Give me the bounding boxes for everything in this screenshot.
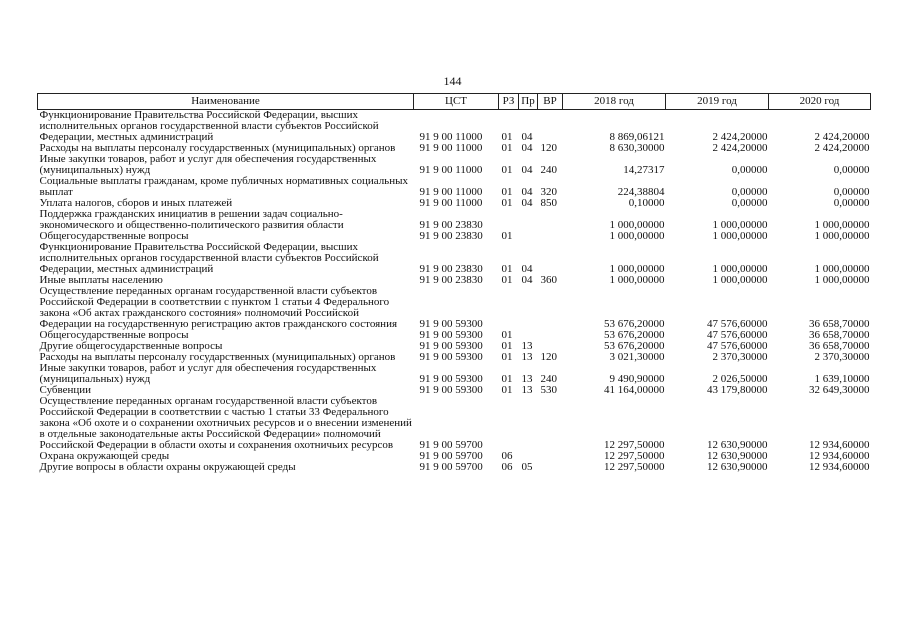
cell-name: Другие общегосударственные вопросы — [39, 340, 223, 352]
cell-vr — [538, 396, 563, 451]
cell-vr: 530 — [540, 384, 557, 396]
cell-2019: 0,00000 — [731, 164, 768, 176]
cell-2018: 1 000,00000 — [609, 274, 665, 286]
cell-rz: 01 — [501, 329, 513, 341]
cell-vr: 240 — [540, 373, 557, 385]
cell-cst: 91 9 00 59300 — [419, 351, 483, 363]
cell-rz: 01 — [501, 384, 513, 396]
cell-vr — [538, 110, 563, 144]
budget-table — [37, 93, 871, 473]
cell-name: Функционирование Правительства Российской Федерации, высших исполнительных органов государственной власти субъектов Российской Федерации, местных администраций — [39, 109, 379, 143]
cell-2019: 2 424,20000 — [712, 131, 768, 143]
cell-cst: 91 9 00 23830 — [419, 230, 483, 242]
cell-cst: 91 9 00 11000 — [419, 164, 483, 176]
cell-2020: 36 658,70000 — [809, 318, 870, 330]
cell-2018: 41 164,00000 — [604, 384, 665, 396]
header-2018: 2018 год — [563, 94, 666, 110]
cell-2018: 12 297,50000 — [604, 450, 665, 462]
cell-2018: 12 297,50000 — [604, 439, 665, 451]
cell-2018: 0,10000 — [628, 197, 665, 209]
cell-2019: 1 000,00000 — [712, 230, 768, 242]
page-number: 144 — [443, 74, 462, 88]
cell-pr: 04 — [521, 263, 533, 275]
cell-2018: 8 630,30000 — [609, 142, 665, 154]
cell-vr — [538, 330, 563, 341]
cell-vr — [538, 231, 563, 242]
cell-name: Расходы на выплаты персоналу государственных (муниципальных) органов — [39, 351, 396, 363]
cell-pr: 04 — [521, 197, 533, 209]
cell-2020: 12 934,60000 — [809, 439, 870, 451]
cell-2020: 0,00000 — [833, 197, 870, 209]
cell-pr — [519, 396, 538, 451]
cell-cst: 91 9 00 11000 — [419, 142, 483, 154]
cell-2018: 3 021,30000 — [609, 351, 665, 363]
cell-vr: 360 — [540, 274, 557, 286]
cell-rz: 01 — [501, 351, 513, 363]
cell-2020: 1 000,00000 — [814, 263, 870, 275]
table-row — [38, 396, 871, 451]
cell-rz: 01 — [501, 373, 513, 385]
cell-2018: 14,27317 — [623, 164, 665, 176]
cell-2019: 0,00000 — [731, 186, 768, 198]
cell-2018: 9 490,90000 — [609, 373, 665, 385]
table-row — [38, 286, 871, 330]
cell-name: Другие вопросы в области охраны окружающей среды — [39, 461, 296, 473]
cell-rz: 01 — [501, 230, 513, 242]
cell-vr: 850 — [540, 197, 557, 209]
cell-cst: 91 9 00 23830 — [419, 263, 483, 275]
cell-2020: 0,00000 — [833, 186, 870, 198]
cell-rz: 01 — [501, 274, 513, 286]
cell-2020: 1 000,00000 — [814, 230, 870, 242]
cell-pr: 04 — [521, 186, 533, 198]
cell-name: Иные закупки товаров, работ и услуг для обеспечения государственных (муниципальных) нужд — [39, 362, 377, 385]
cell-2019: 1 000,00000 — [712, 274, 768, 286]
cell-2019: 2 370,30000 — [712, 351, 768, 363]
cell-pr — [519, 231, 538, 242]
cell-cst: 91 9 00 59300 — [419, 373, 483, 385]
cell-vr — [538, 462, 563, 473]
cell-2020: 2 424,20000 — [814, 131, 870, 143]
cell-2020: 1 000,00000 — [814, 219, 870, 231]
cell-vr — [538, 242, 563, 275]
cell-2018: 53 676,20000 — [604, 318, 665, 330]
cell-2018: 8 869,06121 — [609, 131, 665, 143]
header-vr: ВР — [538, 94, 563, 110]
cell-2018: 1 000,00000 — [609, 219, 665, 231]
cell-2020: 1 000,00000 — [814, 274, 870, 286]
cell-2020: 2 424,20000 — [814, 142, 870, 154]
cell-2019: 12 630,90000 — [707, 461, 768, 473]
cell-cst: 91 9 00 59700 — [419, 450, 483, 462]
cell-pr — [519, 286, 538, 330]
cell-cst: 91 9 00 11000 — [419, 186, 483, 198]
cell-vr — [538, 209, 563, 231]
header-2020: 2020 год — [769, 94, 871, 110]
cell-cst: 91 9 00 23830 — [419, 274, 483, 286]
cell-rz — [499, 286, 519, 330]
cell-2019: 47 576,60000 — [707, 329, 768, 341]
cell-name: Иные выплаты населению — [39, 274, 163, 286]
cell-cst: 91 9 00 23830 — [419, 219, 483, 231]
table-row — [38, 110, 871, 144]
cell-rz: 01 — [501, 263, 513, 275]
cell-pr: 05 — [521, 461, 533, 473]
cell-cst: 91 9 00 59700 — [419, 461, 483, 473]
cell-2020: 32 649,30000 — [809, 384, 870, 396]
cell-name: Общегосударственные вопросы — [39, 230, 189, 242]
cell-vr: 120 — [540, 351, 557, 363]
cell-pr: 13 — [521, 340, 533, 352]
cell-name: Функционирование Правительства Российской Федерации, высших исполнительных органов государственной власти субъектов Российской Федерации, местных администраций — [39, 241, 379, 275]
table-row — [38, 154, 871, 176]
cell-2019: 1 000,00000 — [712, 263, 768, 275]
header-rz: РЗ — [499, 94, 519, 110]
cell-name: Уплата налогов, сборов и иных платежей — [39, 197, 233, 209]
header-row — [38, 94, 871, 110]
cell-vr — [538, 451, 563, 462]
cell-2018: 12 297,50000 — [604, 461, 665, 473]
cell-vr — [538, 286, 563, 330]
cell-2019: 43 179,80000 — [707, 384, 768, 396]
table-row — [38, 462, 871, 473]
cell-2020: 36 658,70000 — [809, 340, 870, 352]
cell-2019: 0,00000 — [731, 197, 768, 209]
cell-name: Осуществление переданных органам государственной власти субъектов Российской Федерации в соответствии с пунктом 1 статьи 4 Федерального закона «Об актах гражданского состояния» полномочий Российской Федерации на государственную регистрацию актов гражданского состояния — [39, 285, 398, 330]
cell-2020: 12 934,60000 — [809, 461, 870, 473]
cell-name: Субвенции — [39, 384, 92, 396]
cell-rz: 06 — [501, 461, 513, 473]
cell-2018: 1 000,00000 — [609, 230, 665, 242]
cell-cst: 91 9 00 59300 — [419, 318, 483, 330]
cell-2018: 53 676,20000 — [604, 329, 665, 341]
cell-rz: 01 — [501, 131, 513, 143]
cell-pr: 13 — [521, 373, 533, 385]
cell-pr: 04 — [521, 142, 533, 154]
cell-cst: 91 9 00 11000 — [419, 197, 483, 209]
header-name: Наименование — [38, 94, 414, 110]
cell-2018: 1 000,00000 — [609, 263, 665, 275]
cell-2019: 12 630,90000 — [707, 439, 768, 451]
cell-pr: 13 — [521, 351, 533, 363]
cell-rz — [499, 396, 519, 451]
cell-name: Общегосударственные вопросы — [39, 329, 189, 341]
cell-vr: 240 — [540, 164, 557, 176]
cell-name: Охрана окружающей среды — [39, 450, 170, 462]
cell-rz — [499, 209, 519, 231]
header-cst: ЦСТ — [414, 94, 499, 110]
cell-rz: 01 — [501, 340, 513, 352]
cell-pr — [519, 209, 538, 231]
cell-2018: 53 676,20000 — [604, 340, 665, 352]
cell-pr: 04 — [521, 274, 533, 286]
cell-2019: 47 576,60000 — [707, 340, 768, 352]
cell-2019: 2 026,50000 — [712, 373, 768, 385]
table-row — [38, 242, 871, 275]
cell-rz: 01 — [501, 186, 513, 198]
cell-cst: 91 9 00 59700 — [419, 439, 483, 451]
cell-2020: 12 934,60000 — [809, 450, 870, 462]
cell-2019: 1 000,00000 — [712, 219, 768, 231]
cell-rz: 01 — [501, 142, 513, 154]
cell-rz: 01 — [501, 164, 513, 176]
header-2019: 2019 год — [666, 94, 769, 110]
cell-2019: 2 424,20000 — [712, 142, 768, 154]
cell-2019: 47 576,60000 — [707, 318, 768, 330]
cell-2020: 1 639,10000 — [814, 373, 870, 385]
table-row — [38, 363, 871, 385]
cell-pr: 04 — [521, 164, 533, 176]
cell-name: Поддержка гражданских инициатив в решении задач социально-экономического и общественно-политического развития области — [39, 208, 344, 231]
cell-pr: 13 — [521, 384, 533, 396]
cell-vr: 320 — [540, 186, 557, 198]
cell-cst: 91 9 00 59300 — [419, 384, 483, 396]
cell-cst: 91 9 00 59300 — [419, 340, 483, 352]
cell-name: Социальные выплаты гражданам, кроме публичных нормативных социальных выплат — [39, 175, 408, 198]
cell-cst: 91 9 00 59300 — [419, 329, 483, 341]
cell-rz: 01 — [501, 197, 513, 209]
cell-name: Осуществление переданных органам государственной власти субъектов Российской Федерации в соответствии с частью 1 статьи 33 Федерального закона «Об охоте и о сохранении охотничьих ресурсов и о внесении изменений в отдельные законодательные акты Российской Федерации» полномочий Российской Федерации в области охоты и сохранения охотничьих ресурсов — [39, 395, 412, 451]
cell-2019: 12 630,90000 — [707, 450, 768, 462]
cell-2020: 0,00000 — [833, 164, 870, 176]
cell-name: Иные закупки товаров, работ и услуг для обеспечения государственных (муниципальных) нужд — [39, 153, 377, 176]
cell-2020: 2 370,30000 — [814, 351, 870, 363]
cell-2018: 224,38804 — [617, 186, 665, 198]
table-header — [38, 94, 871, 110]
header-pr: Пр — [519, 94, 538, 110]
cell-name: Расходы на выплаты персоналу государственных (муниципальных) органов — [39, 142, 396, 154]
cell-rz: 06 — [501, 450, 513, 462]
table-body — [38, 110, 871, 474]
table-row — [38, 209, 871, 231]
cell-pr: 04 — [521, 131, 533, 143]
cell-vr: 120 — [540, 142, 557, 154]
cell-cst: 91 9 00 11000 — [419, 131, 483, 143]
cell-2020: 36 658,70000 — [809, 329, 870, 341]
table-row — [38, 176, 871, 198]
